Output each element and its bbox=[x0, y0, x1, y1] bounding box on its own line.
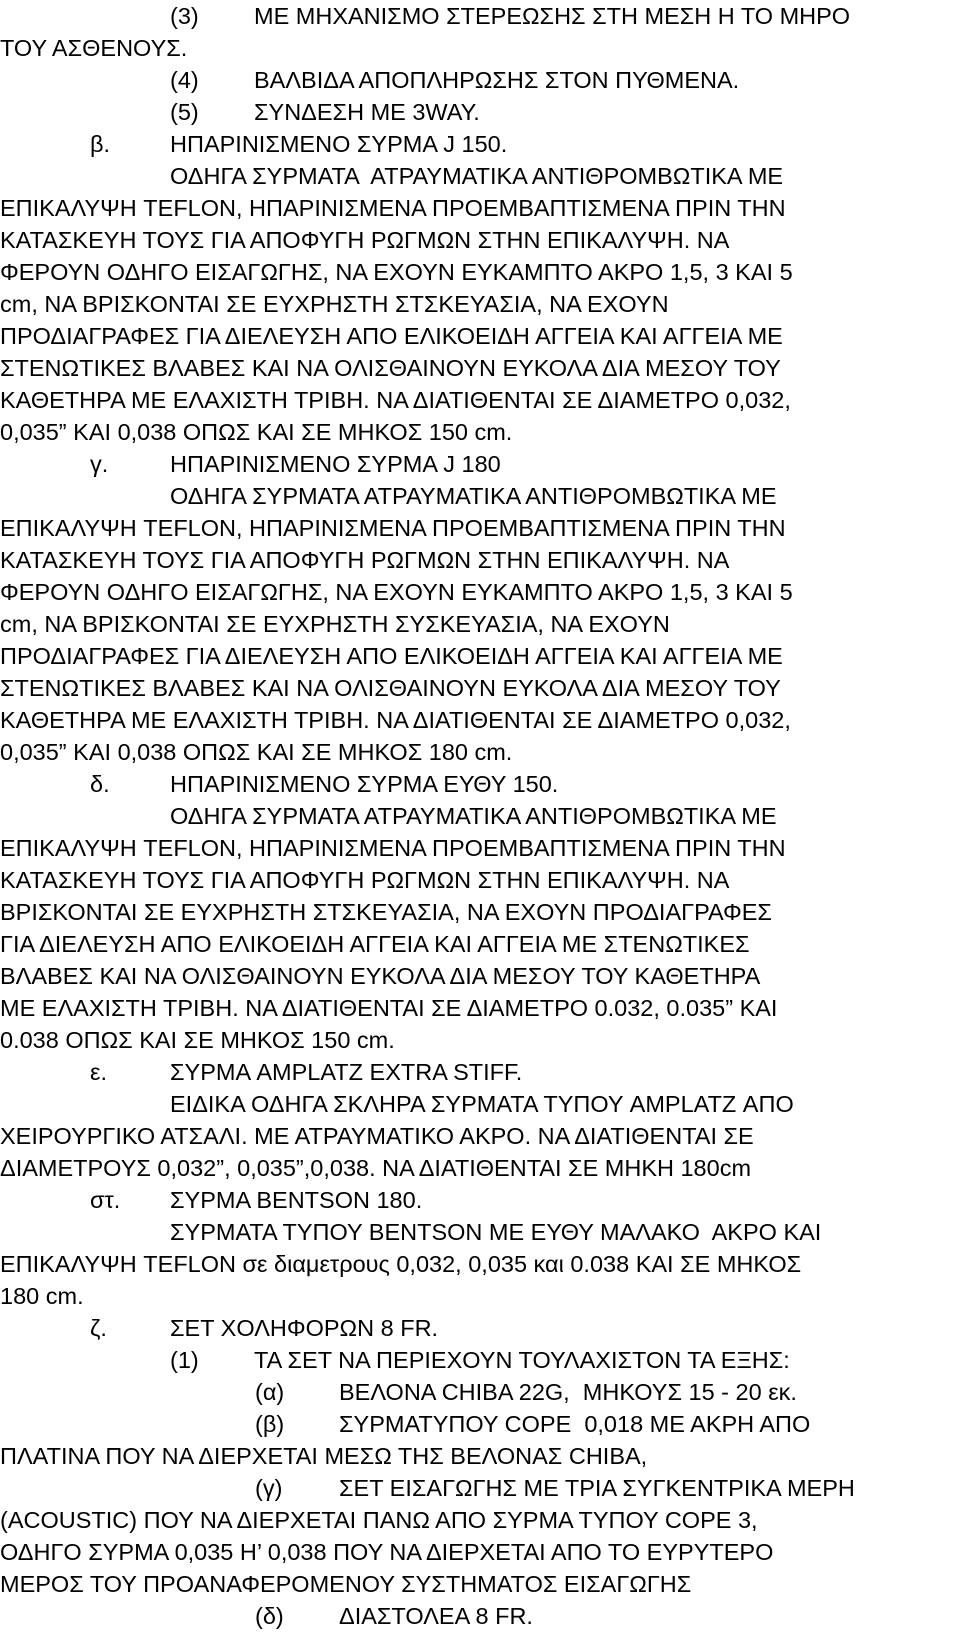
section-c-line-2: ΚΑΤΑΣΚΕΥΗ ΤΟΥΣ ΓΙΑ ΑΠΟΦΥΓΗ ΡΩΓΜΩΝ ΣΤΗΝ ΕΠΙΚΑΛΥΨΗ. ΝΑ bbox=[0, 547, 730, 573]
section-z-sub-b-line-2: ΠΛΑΤΙΝΑ ΠΟΥ ΝΑ ΔΙΕΡΧΕΤΑΙ ΜΕΣΩ ΤΗΣ ΒΕΛΟΝΑΣ CHIBA, bbox=[0, 1443, 648, 1469]
section-st-marker: στ. bbox=[90, 1187, 121, 1213]
section-b-line-7: ΚΑΘΕΤΗΡΑ ΜΕ ΕΛΑΧΙΣΤΗ ΤΡΙΒΗ. ΝΑ ΔΙΑΤΙΘΕΝΤΑΙ ΣΕ ΔΙΑΜΕΤΡΟ 0,032, bbox=[0, 387, 791, 413]
section-z-sub-g-line-3: ΟΔΗΓΟ ΣΥΡΜΑ 0,035 Η’ 0,038 ΠΟΥ ΝΑ ΔΙΕΡΧΕΤΑΙ ΑΠΟ ΤΟ ΕΥΡΥΤΕΡΟ bbox=[0, 1539, 774, 1565]
section-d-title: ΗΠΑΡΙΝΙΣΜΕΝΟ ΣΥΡΜΑ ΕΥΘΥ 150. bbox=[170, 771, 559, 797]
section-b-line-0: ΟΔΗΓΑ ΣΥΡΜΑΤΑ ΑΤΡΑΥΜΑΤΙΚΑ ΑΝΤΙΘΡΟΜΒΩΤΙΚΑ ΜΕ bbox=[170, 163, 784, 189]
section-c-line-5: ΠΡΟΔΙΑΓΡΑΦΕΣ ΓΙΑ ΔΙΕΛΕΥΣΗ ΑΠΟ ΕΛΙΚΟΕΙΔΗ ΑΓΓΕΙΑ ΚΑΙ ΑΓΓΕΙΑ ΜΕ bbox=[0, 643, 783, 669]
section-d-heading bbox=[0, 768, 960, 800]
section-d-line-4: ΓΙΑ ΔΙΕΛΕΥΣΗ ΑΠΟ ΕΛΙΚΟΕΙΔΗ ΑΓΓΕΙΑ ΚΑΙ ΑΓΓΕΙΑ ΜΕ ΣΤΕΝΩΤΙΚΕΣ bbox=[0, 931, 750, 957]
section-st-line-0: ΣΥΡΜΑΤΑ ΤΥΠΟΥ BENTSON ΜΕ ΕΥΘΥ ΜΑΛΑΚΟ ΑΚΡΟ ΚΑΙ bbox=[170, 1219, 822, 1245]
section-z-sub-g-line-4: ΜΕΡΟΣ ΤΟΥ ΠΡΟΑΝΑΦΕΡΟΜΕΝΟΥ ΣΥΣΤΗΜΑΤΟΣ ΕΙΣΑΓΩΓΗΣ bbox=[0, 1571, 692, 1597]
section-z-sub-a-marker: (α) bbox=[255, 1379, 285, 1405]
item-4 bbox=[0, 64, 960, 96]
section-d-line-1: ΕΠΙΚΑΛΥΨΗ TEFLON, ΗΠΑΡΙΝΙΣΜΕΝΑ ΠΡΟΕΜΒΑΠΤΙΣΜΕΝΑ ΠΡΙΝ ΤΗΝ bbox=[0, 835, 786, 861]
section-c-line-8: 0,035” ΚΑΙ 0,038 ΟΠΩΣ ΚΑΙ ΣΕ ΜΗΚΟΣ 180 cm. bbox=[0, 739, 513, 765]
item-4-marker: (4) bbox=[170, 67, 199, 93]
section-b-line-6: ΣΤΕΝΩΤΙΚΕΣ ΒΛΑΒΕΣ ΚΑΙ ΝΑ ΟΛΙΣΘΑΙΝΟΥΝ ΕΥΚΟΛΑ ΔΙΑ ΜΕΣΟΥ ΤΟΥ bbox=[0, 355, 781, 381]
item-5 bbox=[0, 96, 960, 128]
section-d-line-7: 0.038 ΟΠΩΣ ΚΑΙ ΣΕ ΜΗΚΟΣ 150 cm. bbox=[0, 1027, 395, 1053]
section-e-marker: ε. bbox=[90, 1059, 108, 1085]
section-c-line-1: ΕΠΙΚΑΛΥΨΗ TEFLON, ΗΠΑΡΙΝΙΣΜΕΝΑ ΠΡΟΕΜΒΑΠΤΙΣΜΕΝΑ ΠΡΙΝ ΤΗΝ bbox=[0, 515, 786, 541]
section-st-line-1: ΕΠΙΚΑΛΥΨΗ TEFLON σε διαμετρους 0,032, 0,035 και 0.038 ΚΑΙ ΣΕ ΜΗΚΟΣ bbox=[0, 1251, 802, 1277]
section-z-sub-g-marker: (γ) bbox=[255, 1475, 283, 1501]
section-z-title: ΣΕΤ ΧΟΛΗΦΟΡΩΝ 8 FR. bbox=[170, 1315, 439, 1341]
item-3-line-1 bbox=[0, 0, 960, 32]
section-z-sub-b-line-1 bbox=[0, 1408, 960, 1440]
section-d-line-3: ΒΡΙΣΚΟΝΤΑΙ ΣΕ ΕΥΧΡΗΣΤΗ ΣΤΣΚΕΥΑΣΙΑ, ΝΑ ΕΧΟΥΝ ΠΡΟΔΙΑΓΡΑΦΕΣ bbox=[0, 899, 772, 925]
section-z-marker: ζ. bbox=[90, 1315, 107, 1341]
item-5-text: ΣΥΝΔΕΣΗ ΜΕ 3WAY. bbox=[254, 99, 480, 125]
section-d bbox=[0, 768, 960, 1056]
section-st-title: ΣΥΡΜΑ BENTSON 180. bbox=[170, 1187, 423, 1213]
section-d-line-0: ΟΔΗΓΑ ΣΥΡΜΑΤΑ ΑΤΡΑΥΜΑΤΙΚΑ ΑΝΤΙΘΡΟΜΒΩΤΙΚΑ ΜΕ bbox=[170, 803, 777, 829]
item-5-line bbox=[0, 96, 960, 128]
section-c-line-6: ΣΤΕΝΩΤΙΚΕΣ ΒΛΑΒΕΣ ΚΑΙ ΝΑ ΟΛΙΣΘΑΙΝΟΥΝ ΕΥΚΟΛΑ ΔΙΑ ΜΕΣΟΥ ΤΟΥ bbox=[0, 675, 781, 701]
section-z-sub-1 bbox=[0, 1344, 960, 1376]
item-3-marker: (3) bbox=[170, 3, 199, 29]
section-b-line-8: 0,035” ΚΑΙ 0,038 ΟΠΩΣ ΚΑΙ ΣΕ ΜΗΚΟΣ 150 cm. bbox=[0, 419, 513, 445]
section-b-marker: β. bbox=[90, 131, 111, 157]
section-e bbox=[0, 1056, 960, 1184]
section-st-line-2: 180 cm. bbox=[0, 1283, 84, 1309]
section-c-heading bbox=[0, 448, 960, 480]
section-z-sub-g-line-1 bbox=[0, 1472, 960, 1504]
section-d-line-6: ΜΕ ΕΛΑΧΙΣΤΗ ΤΡΙΒΗ. ΝΑ ΔΙΑΤΙΘΕΝΤΑΙ ΣΕ ΔΙΑΜΕΤΡΟ 0.032, 0.035” ΚΑΙ bbox=[0, 995, 778, 1021]
item-4-text: ΒΑΛΒΙΔΑ ΑΠΟΠΛΗΡΩΣΗΣ ΣΤΟΝ ΠΥΘΜΕΝΑ. bbox=[254, 67, 740, 93]
item-3-text: ΜΕ ΜΗΧΑΝΙΣΜΟ ΣΤΕΡΕΩΣΗΣ ΣΤΗ ΜΕΣΗ Η ΤΟ ΜΗΡΟ bbox=[254, 3, 851, 29]
section-z-sub-g-line-2: (ACOUSTIC) ΠΟΥ ΝΑ ΔΙΕΡΧΕΤΑΙ ΠΑΝΩ ΑΠΟ ΣΥΡΜΑ ΤΥΠΟΥ COPE 3, bbox=[0, 1507, 758, 1533]
section-b bbox=[0, 128, 960, 448]
section-e-line-2: ΔΙΑΜΕΤΡΟΥΣ 0,032”, 0,035”,0,038. ΝΑ ΔΙΑΤΙΘΕΝΤΑΙ ΣΕ ΜΗΚΗ 180cm bbox=[0, 1155, 752, 1181]
section-b-line-1: ΕΠΙΚΑΛΥΨΗ TEFLON, ΗΠΑΡΙΝΙΣΜΕΝΑ ΠΡΟΕΜΒΑΠΤΙΣΜΕΝΑ ΠΡΙΝ ΤΗΝ bbox=[0, 195, 786, 221]
section-z-sub-d bbox=[0, 1600, 960, 1632]
section-z-sub-1-text: ΤΑ ΣΕΤ ΝΑ ΠΕΡΙΕΧΟΥΝ ΤΟΥΛΑΧΙΣΤΟΝ ΤΑ ΕΞΗΣ: bbox=[254, 1347, 790, 1373]
section-z-sub-d-marker: (δ) bbox=[255, 1603, 284, 1629]
section-z-sub-1-marker: (1) bbox=[170, 1347, 199, 1373]
item-5-marker: (5) bbox=[170, 99, 199, 125]
section-e-line-1: ΧΕΙΡΟΥΡΓΙΚΟ ΑΤΣΑΛΙ. ΜΕ ΑΤΡΑΥΜΑΤΙΚΟ ΑΚΡΟ. ΝΑ ΔΙΑΤΙΘΕΝΤΑΙ ΣΕ bbox=[0, 1123, 754, 1149]
section-b-line-2: ΚΑΤΑΣΚΕΥΗ ΤΟΥΣ ΓΙΑ ΑΠΟΦΥΓΗ ΡΩΓΜΩΝ ΣΤΗΝ ΕΠΙΚΑΛΥΨΗ. ΝΑ bbox=[0, 227, 730, 253]
section-c bbox=[0, 448, 960, 768]
item-4-line bbox=[0, 64, 960, 96]
section-d-marker: δ. bbox=[90, 771, 110, 797]
section-st-heading bbox=[0, 1184, 960, 1216]
section-c-title: ΗΠΑΡΙΝΙΣΜΕΝΟ ΣΥΡΜΑ J 180 bbox=[170, 451, 501, 477]
section-d-line-5: ΒΛΑΒΕΣ ΚΑΙ ΝΑ ΟΛΙΣΘΑΙΝΟΥΝ ΕΥΚΟΛΑ ΔΙΑ ΜΕΣΟΥ ΤΟΥ ΚΑΘΕΤΗΡΑ bbox=[0, 963, 761, 989]
section-z-sub-b-text-1: ΣΥΡΜΑΤΥΠΟΥ COPE 0,018 ΜΕ ΑΚΡΗ ΑΠΟ bbox=[339, 1411, 811, 1437]
section-d-line-2: ΚΑΤΑΣΚΕΥΗ ΤΟΥΣ ΓΙΑ ΑΠΟΦΥΓΗ ΡΩΓΜΩΝ ΣΤΗΝ ΕΠΙΚΑΛΥΨΗ. ΝΑ bbox=[0, 867, 730, 893]
section-e-title: ΣΥΡΜΑ AMPLATZ EXTRA STIFF. bbox=[170, 1059, 523, 1085]
section-c-line-0: ΟΔΗΓΑ ΣΥΡΜΑΤΑ ΑΤΡΑΥΜΑΤΙΚΑ ΑΝΤΙΘΡΟΜΒΩΤΙΚΑ ΜΕ bbox=[170, 483, 777, 509]
section-z-sub-a bbox=[0, 1376, 960, 1408]
section-z-sub-b-marker: (β) bbox=[255, 1411, 285, 1437]
section-st bbox=[0, 1184, 960, 1312]
section-z bbox=[0, 1312, 960, 1632]
section-z-heading bbox=[0, 1312, 960, 1344]
section-b-line-3: ΦΕΡΟΥΝ ΟΔΗΓΟ ΕΙΣΑΓΩΓΗΣ, ΝΑ ΕΧΟΥΝ ΕΥΚΑΜΠΤΟ ΑΚΡΟ 1,5, 3 ΚΑΙ 5 bbox=[0, 259, 793, 285]
item-3-line-2: ΤΟΥ ΑΣΘΕΝΟΥΣ. bbox=[0, 35, 188, 61]
section-z-sub-a-text: ΒΕΛΟΝΑ CHIBA 22G, ΜΗΚΟΥΣ 15 - 20 εκ. bbox=[339, 1379, 797, 1405]
section-b-heading bbox=[0, 128, 960, 160]
section-c-line-7: ΚΑΘΕΤΗΡΑ ΜΕ ΕΛΑΧΙΣΤΗ ΤΡΙΒΗ. ΝΑ ΔΙΑΤΙΘΕΝΤΑΙ ΣΕ ΔΙΑΜΕΤΡΟ 0,032, bbox=[0, 707, 791, 733]
section-b-line-5: ΠΡΟΔΙΑΓΡΑΦΕΣ ΓΙΑ ΔΙΕΛΕΥΣΗ ΑΠΟ ΕΛΙΚΟΕΙΔΗ ΑΓΓΕΙΑ ΚΑΙ ΑΓΓΕΙΑ ΜΕ bbox=[0, 323, 783, 349]
section-c-line-4: cm, ΝΑ ΒΡΙΣΚΟΝΤΑΙ ΣΕ ΕΥΧΡΗΣΤΗ ΣΥΣΚΕΥΑΣΙΑ, ΝΑ ΕΧΟΥΝ bbox=[0, 611, 670, 637]
section-c-line-3: ΦΕΡΟΥΝ ΟΔΗΓΟ ΕΙΣΑΓΩΓΗΣ, ΝΑ ΕΧΟΥΝ ΕΥΚΑΜΠΤΟ ΑΚΡΟ 1,5, 3 ΚΑΙ 5 bbox=[0, 579, 793, 605]
section-b-title: ΗΠΑΡΙΝΙΣΜΕΝΟ ΣΥΡΜΑ J 150. bbox=[170, 131, 508, 157]
section-z-sub-g-text-1: ΣΕΤ ΕΙΣΑΓΩΓΗΣ ΜΕ ΤΡΙΑ ΣΥΓΚΕΝΤΡΙΚΑ ΜΕΡΗ bbox=[339, 1475, 855, 1501]
section-b-line-4: cm, ΝΑ ΒΡΙΣΚΟΝΤΑΙ ΣΕ ΕΥΧΡΗΣΤΗ ΣΤΣΚΕΥΑΣΙΑ, ΝΑ ΕΧΟΥΝ bbox=[0, 291, 669, 317]
section-z-sub-d-text: ΔΙΑΣΤΟΛΕΑ 8 FR. bbox=[339, 1603, 533, 1629]
section-c-marker: γ. bbox=[90, 451, 109, 477]
section-e-heading bbox=[0, 1056, 960, 1088]
item-3 bbox=[0, 0, 960, 64]
section-e-line-0: ΕΙΔΙΚΑ ΟΔΗΓΑ ΣΚΛΗΡΑ ΣΥΡΜΑΤΑ ΤΥΠΟΥ AMPLATZ ΑΠΟ bbox=[170, 1091, 794, 1117]
